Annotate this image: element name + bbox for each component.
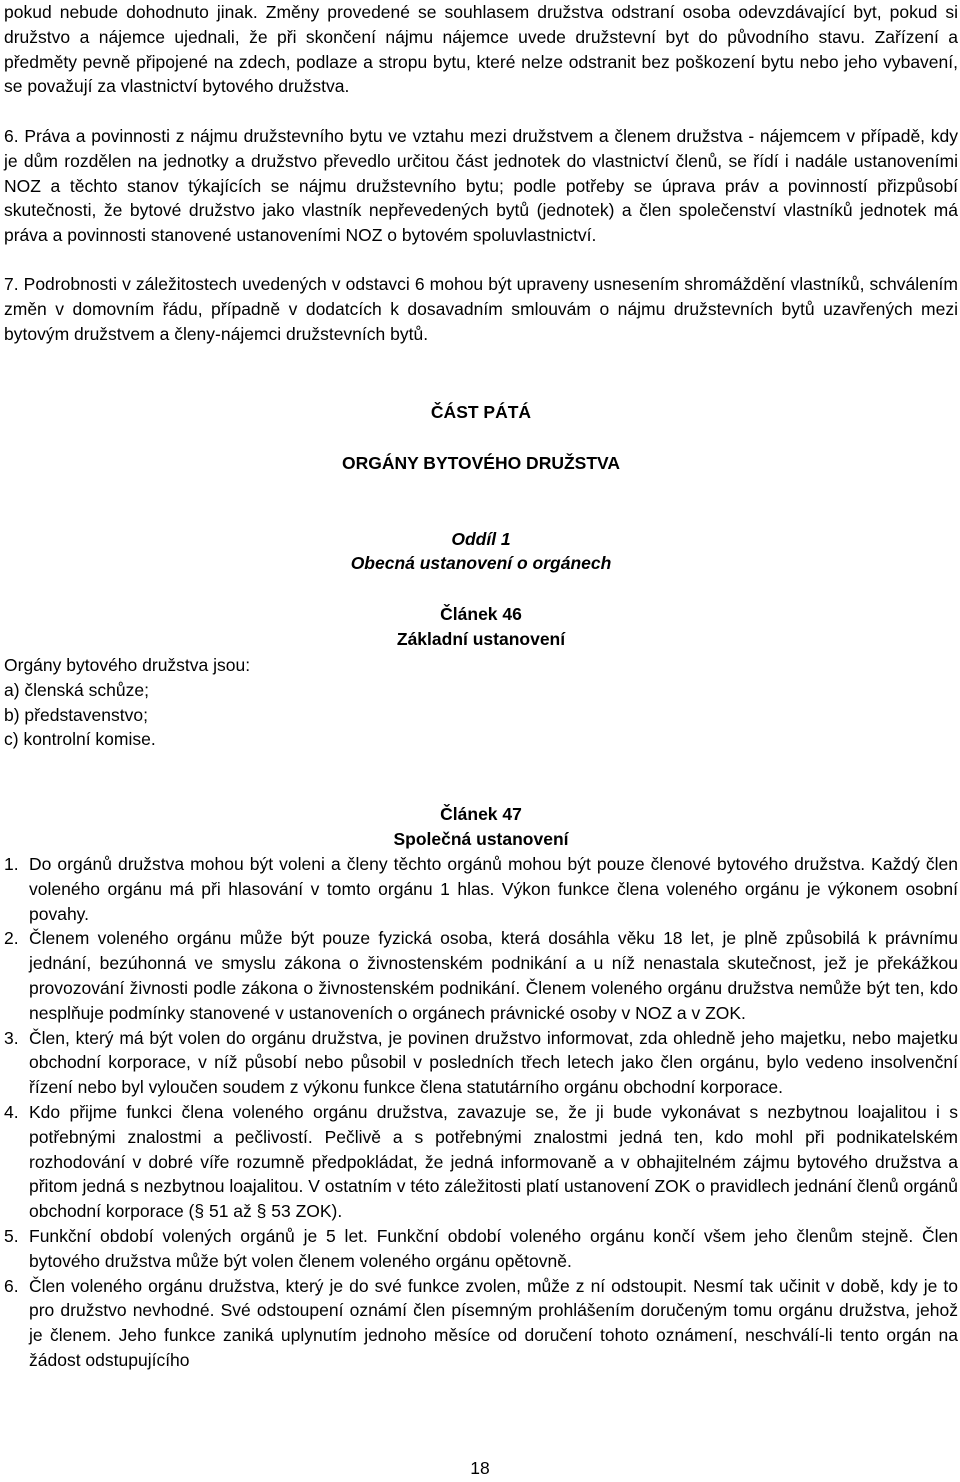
list-item	[4, 926, 958, 1025]
intro-item-7: 7. Podrobnosti v záležitostech uvedených v odstavci 6 mohou být upraveny usnesením shromáždění vlastníků, schválením změn v domovním řádu, případně v dodatcích k dosavadním smlouvám o nájmu družstevních bytů uzavřených mezi bytovým družstvem a členy-nájemci družstevních bytů.	[4, 274, 958, 344]
item-number: 1.	[4, 854, 19, 874]
article-46-number: Článek 46	[440, 604, 522, 624]
article-47-items	[4, 852, 958, 1373]
item-text: Člen, který má být volen do orgánu družstva, je povinen družstvo informovat, zda ohledně jeho majetku, nebo majetku obchodní korporace, v níž působí nebo působil v posledních třech letech jako člen orgánu, bylo vedeno insolvenční řízení nebo byl vyloučen soudem z výkonu funkce člena statutárního orgánu obchodní korporace.	[29, 1027, 958, 1098]
item-number: 3.	[4, 1027, 19, 1048]
item-number: 4.	[4, 1101, 19, 1122]
intro-item-6: 6. Práva a povinnosti z nájmu družstevního bytu ve vztahu mezi družstvem a členem družstva - nájemcem v případě, kdy je dům rozdělen na jednotky a družstvo převedlo určitou část jednotek do vlastnictví členů, se řídí i nadále ustanoveními NOZ a těchto stanov týkajících se nájmu družstevního bytu; podle potřeby se úprava práv a povinností přizpůsobí skutečnosti, že bytové družstvo jako vlastník nepřevedených bytů (jednotek) a člen společenství vlastníků jednotek má práva a povinnosti stanovené ustanoveními NOZ o bytovém spoluvlastnictví.	[4, 126, 958, 246]
part-title: ČÁST PÁTÁ	[430, 402, 532, 422]
page-number: 18	[470, 1458, 490, 1478]
list-item	[4, 1100, 958, 1224]
article-46-title: Základní ustanovení	[396, 629, 566, 649]
list-item: c) kontrolní komise.	[4, 729, 156, 750]
list-item	[4, 1274, 958, 1373]
list-item: b) představenstvo;	[4, 704, 148, 725]
part-subtitle: ORGÁNY BYTOVÉHO DRUŽSTVA	[341, 453, 621, 473]
item-number: 6.	[4, 1275, 19, 1296]
list-item	[4, 852, 958, 926]
intro-continuation: pokud nebude dohodnuto jinak. Změny provedené se souhlasem družstva odstraní osoba odevzdávající byt, pokud si družstvo a nájemce ujednali, že při skončení nájmu nájemce uvede družstevní byt do původního stavu. Zařízení a předměty pevně připojené na zdech, podlaze a stropu bytu, které nelze odstranit bez poškození bytu nebo jeho vybavení, se považují za vlastnictví bytového družstva.	[4, 2, 958, 97]
item-text: Do orgánů družstva mohou být voleni a členy těchto orgánů mohou být pouze členové bytového družstva. Každý člen voleného orgánu má při hlasování v tomto orgánu 1 hlas. Výkon funkce člena voleného orgánu je výkonem osobní povahy.	[29, 854, 958, 924]
article-47-title: Společná ustanovení	[393, 829, 569, 849]
list-item	[4, 1224, 958, 1274]
item-text: Kdo přijme funkci člena voleného orgánu družstva, zavazuje se, že ji bude vykonávat s nezbytnou loajalitou i s potřebnými znalostmi a pečlivostí. Pečlivě a s potřebnými znalostmi jedná ten, kdo mohl při podnikatelském rozhodování v dobré víře rozumně předpokládat, že jedná informovaně a v obhajitelném zájmu bytového družstva a přitom jedná s nezbytnou loajalitou. V ostatním v této záležitosti platí ustanovení ZOK o pravidlech jednání členů orgánů obchodní korporace (§ 51 až § 53 ZOK).	[29, 1101, 959, 1222]
section-title: Oddíl 1	[451, 529, 511, 549]
item-text: Členem voleného orgánu může být pouze fyzická osoba, která dosáhla věku 18 let, je plně způsobilá k právnímu jednání, bezúhonná ve smyslu zákona o živnostenském podnikání a u níž nenastala skutečnost, jež je překážkou provozování živnosti podle zákona o živnostenském podnikání. Členem voleného orgánu družstva nemůže být ten, kdo nesplňuje podmínky stanovené v ustanoveních o orgánech právnické osoby v NOZ a v ZOK.	[29, 928, 958, 1023]
list-line: Orgány bytového družstva jsou:	[4, 655, 251, 675]
item-number: 2.	[4, 928, 19, 949]
list-item	[4, 1026, 958, 1100]
list-item: a) členská schůze;	[4, 679, 149, 700]
article-46-list	[4, 653, 958, 752]
item-number: 5.	[4, 1225, 19, 1246]
item-text: Funkční období volených orgánů je 5 let. Funkční období voleného orgánu končí všem jeho členům stejně. Člen bytového družstva může být volen členem voleného orgánu opětovně.	[29, 1225, 958, 1271]
item-text: Člen voleného orgánu družstva, který je do své funkce zvolen, může z ní odstoupit. Nesmí tak učinit v době, kdy je to pro družstvo nevhodné. Své odstoupení oznámí člen písemným prohlášením doručeným tomu orgánu družstva, jehož je členem. Jeho funkce zaniká uplynutím jednoho měsíce od doručení tohoto oznámení, neschválí-li tento orgán na žádost odstupujícího	[29, 1275, 958, 1370]
section-subtitle: Obecná ustanovení o orgánech	[350, 553, 612, 573]
article-47-number: Článek 47	[440, 804, 522, 824]
